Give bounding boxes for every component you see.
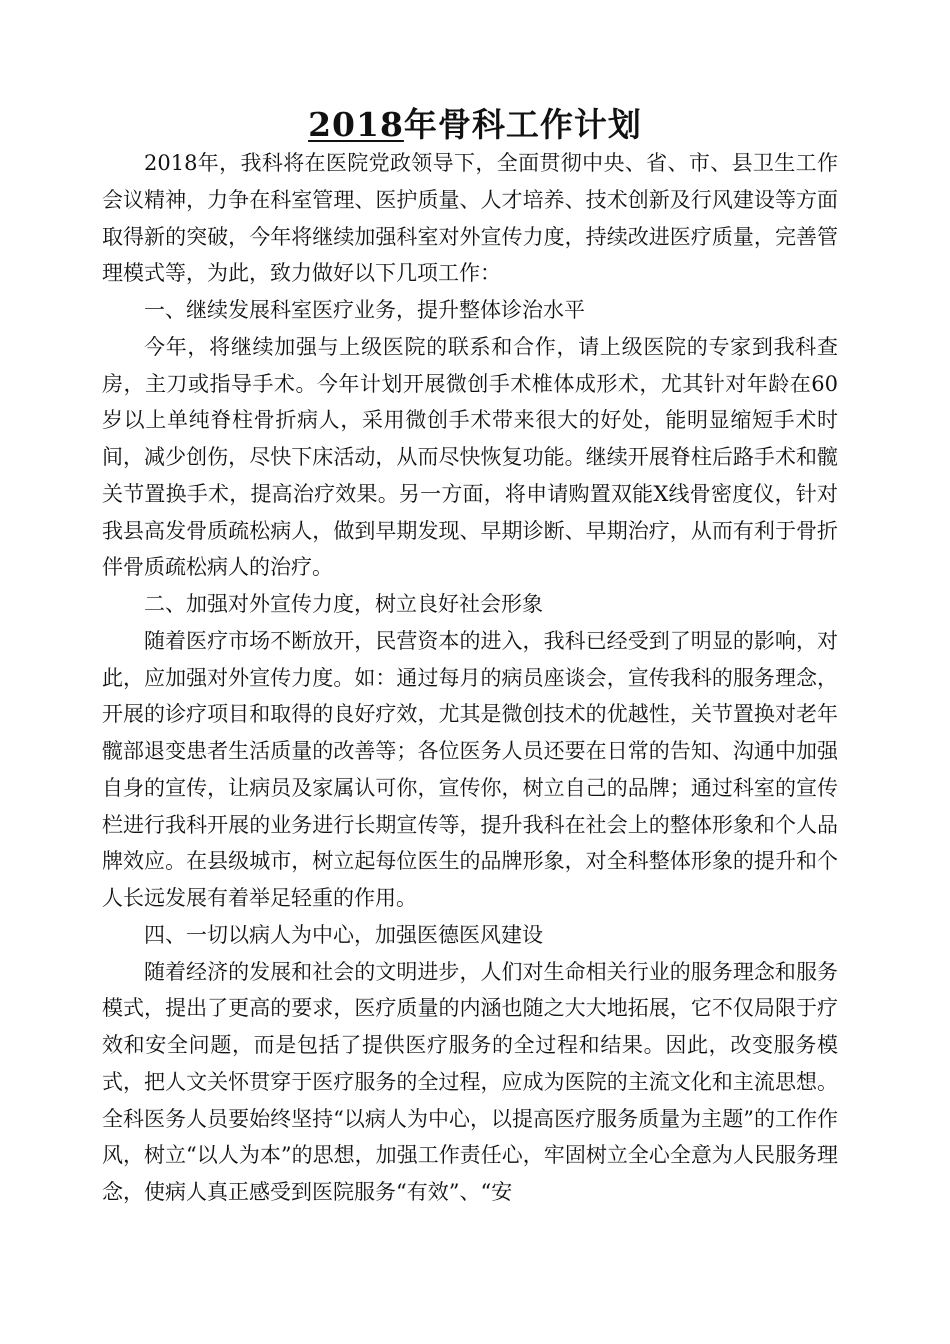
section-1-paragraph: 今年，将继续加强与上级医院的联系和合作，请上级医院的专家到我科查房，主刀或指导手术。今年计划开展微创手术椎体成形术，尤其针对年龄在60岁以上单纯脊柱骨折病人，采用微创手术带来很大的好处，能明显缩短手术时间，减少创伤，尽快下床活动，从而尽快恢复功能。继续开展脊柱后路手术和髋关节置换手术，提高治疗效果。另一方面，将申请购置双能X线骨密度仪，针对我县高发骨质疏松病人，做到早期发现、早期诊断、早期治疗，从而有利于骨折伴骨质疏松病人的治疗。 <box>102 334 838 580</box>
title-year: 2018 <box>308 105 404 144</box>
section-4-paragraph: 随着经济的发展和社会的文明进步，人们对生命相关行业的服务理念和服务模式，提出了更高的要求，医疗质量的内涵也随之大大地拓展，它不仅局限于疗效和安全问题，而是包括了提供医疗服务的全过程和结果。因此，改变服务模式，把人文关怀贯穿于医疗服务的全过程，应成为医院的主流文化和主流思想。全科医务人员要始终坚持“以病人为中心，以提高医疗服务质量为主题”的工作作风，树立“以人为本”的思想，加强工作责任心，牢固树立全心全意为人民服务理念，使病人真正感受到医院服务“有效”、“安 <box>102 959 838 1204</box>
title-text: 年骨科工作计划 <box>403 105 642 144</box>
document-title <box>0 100 950 150</box>
section-heading-4: 四、一切以病人为中心，加强医德医风建设 <box>144 922 543 947</box>
section-2-paragraph: 随着医疗市场不断放开，民营资本的进入，我科已经受到了明显的影响，对此，应加强对外宣传力度。如：通过每月的病员座谈会，宣传我科的服务理念，开展的诊疗项目和取得的良好疗效，尤其是微创技术的优越性，关节置换对老年髋部退变患者生活质量的改善等；各位医务人员还要在日常的告知、沟通中加强自身的宣传，让病员及家属认可你，宣传你，树立自己的品牌；通过科室的宣传栏进行我科开展的业务进行长期宣传等，提升我科在社会上的整体形象和个人品牌效应。在县级城市，树立起每位医生的品牌形象，对全科整体形象的提升和个人长远发展有着举足轻重的作用。 <box>102 628 838 910</box>
document-body <box>102 145 838 1211</box>
intro-paragraph: 2018年，我科将在医院党政领导下，全面贯彻中央、省、市、县卫生工作会议精神，力争在科室管理、医护质量、人才培养、技术创新及行风建设等方面取得新的突破，今年将继续加强科室对外宣传力度，持续改进医疗质量，完善管理模式等，为此，致力做好以下几项工作： <box>102 151 838 286</box>
section-heading-1: 一、继续发展科室医疗业务，提升整体诊治水平 <box>144 298 585 322</box>
section-heading-2: 二、加强对外宣传力度，树立良好社会形象 <box>144 592 543 616</box>
